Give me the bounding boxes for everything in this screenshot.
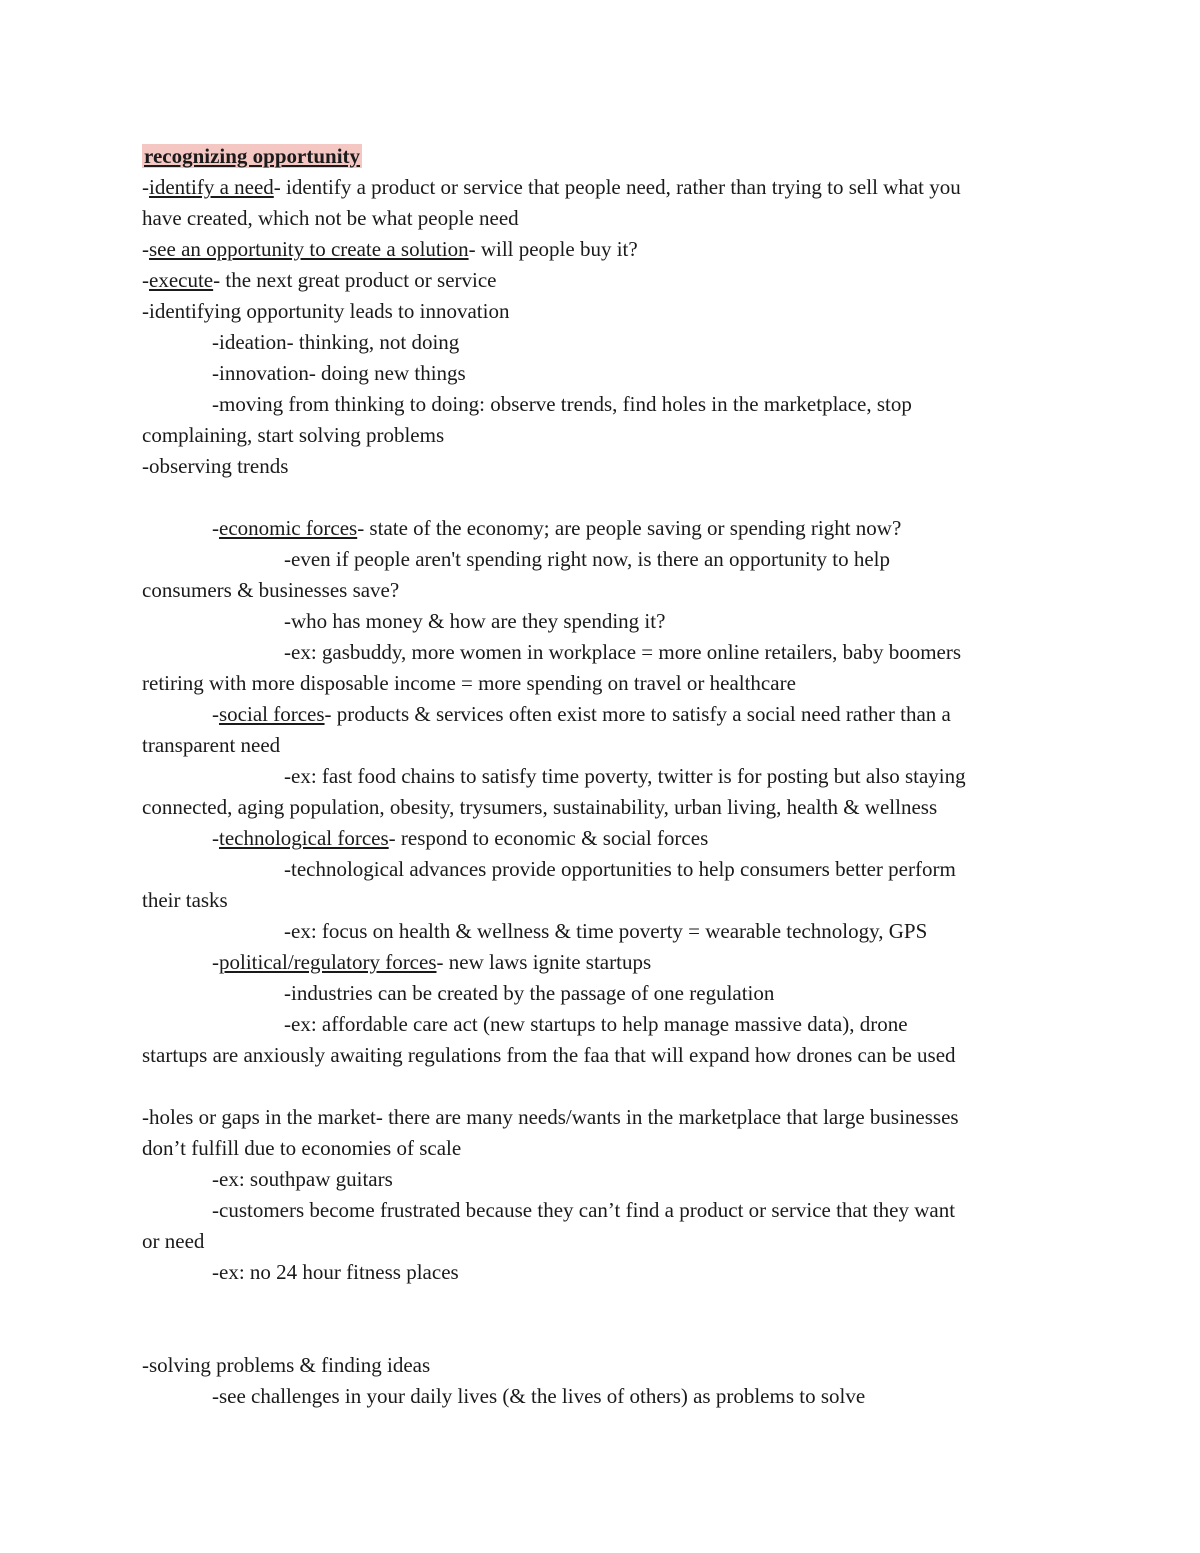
sub-bullet: -customers become frustrated because they can’t find a product or service that they want (212, 1198, 956, 1222)
blank-line (142, 1319, 1062, 1350)
bullet-identify-need (142, 172, 1062, 203)
bullet-holes: -holes or gaps in the market- there are many needs/wants in the marketplace that large businesses (142, 1105, 959, 1129)
continuation-line: startups are anxiously awaiting regulations from the faa that will expand how drones can be used (142, 1043, 956, 1067)
sub-sub-bullet: -ex: gasbuddy, more women in workplace = more online retailers, baby boomers (284, 640, 962, 664)
sub-sub-bullet: -ex: focus on health & wellness & time poverty = wearable technology, GPS (284, 919, 928, 943)
blank-line (142, 1071, 1062, 1102)
definition-text: - respond to economic & social forces (388, 826, 709, 850)
bullet-prefix: - (142, 175, 149, 199)
bullet-solving: -solving problems & finding ideas (142, 1353, 431, 1377)
continuation-line: connected, aging population, obesity, trysumers, sustainability, urban living, health & wellness (142, 795, 938, 819)
bullet-observing: -observing trends (142, 454, 289, 478)
definition-text: - the next great product or service (213, 268, 497, 292)
continuation-line: don’t fulfill due to economies of scale (142, 1136, 462, 1160)
term-economic-forces: economic forces (219, 516, 358, 540)
sub-sub-bullet: -ex: affordable care act (new startups to help manage massive data), drone (284, 1012, 908, 1036)
continuation-line: or need (142, 1229, 205, 1253)
sub-bullet-ideation: -ideation- thinking, not doing (212, 330, 460, 354)
notes-body (142, 141, 1062, 1412)
bullet-prefix: - (212, 702, 219, 726)
term-political-forces: political/regulatory forces (219, 950, 437, 974)
sub-sub-bullet: -ex: fast food chains to satisfy time poverty, twitter is for posting but also staying (284, 764, 966, 788)
sub-bullet-moving: -moving from thinking to doing: observe trends, find holes in the marketplace, stop (212, 392, 912, 416)
document-title: recognizing opportunity (144, 144, 361, 168)
sub-bullet-technological (142, 823, 1062, 854)
sub-bullet: -ex: southpaw guitars (212, 1167, 393, 1191)
sub-sub-bullet: -even if people aren't spending right now, is there an opportunity to help (284, 547, 891, 571)
sub-bullet-innovation: -innovation- doing new things (212, 361, 466, 385)
continuation-line: consumers & businesses save? (142, 578, 400, 602)
definition-text: - new laws ignite startups (436, 950, 652, 974)
bullet-prefix: - (212, 516, 219, 540)
sub-bullet-political (142, 947, 1062, 978)
blank-line (142, 482, 1062, 513)
sub-bullet: -see challenges in your daily lives (& the lives of others) as problems to solve (212, 1384, 866, 1408)
bullet-prefix: - (142, 268, 149, 292)
bullet-see-opportunity (142, 234, 1062, 265)
bullet-prefix: - (212, 826, 219, 850)
sub-sub-bullet: -industries can be created by the passage of one regulation (284, 981, 775, 1005)
term-see-opportunity: see an opportunity to create a solution (149, 237, 469, 261)
definition-text: - identify a product or service that people need, rather than trying to sell what you (273, 175, 961, 199)
sub-bullet-social (142, 699, 1062, 730)
bullet-prefix: - (142, 237, 149, 261)
definition-text: - products & services often exist more to satisfy a social need rather than a (324, 702, 951, 726)
sub-bullet-economic (142, 513, 1062, 544)
definition-text: - will people buy it? (468, 237, 638, 261)
heading-line (142, 141, 1062, 172)
definition-text: - state of the economy; are people saving or spending right now? (357, 516, 902, 540)
sub-bullet: -ex: no 24 hour fitness places (212, 1260, 459, 1284)
bullet-identifying: -identifying opportunity leads to innovation (142, 299, 510, 323)
term-social-forces: social forces (219, 702, 325, 726)
bullet-prefix: - (212, 950, 219, 974)
continuation-line: complaining, start solving problems (142, 423, 445, 447)
blank-line (142, 1288, 1062, 1319)
term-identify-need: identify a need (149, 175, 274, 199)
sub-sub-bullet: -technological advances provide opportunities to help consumers better perform (284, 857, 956, 881)
continuation-line: have created, which not be what people need (142, 206, 519, 230)
term-technological-forces: technological forces (219, 826, 389, 850)
continuation-line: retiring with more disposable income = more spending on travel or healthcare (142, 671, 796, 695)
term-execute: execute (149, 268, 214, 292)
continuation-line: transparent need (142, 733, 281, 757)
bullet-execute (142, 265, 1062, 296)
sub-sub-bullet: -who has money & how are they spending it? (284, 609, 666, 633)
continuation-line: their tasks (142, 888, 228, 912)
